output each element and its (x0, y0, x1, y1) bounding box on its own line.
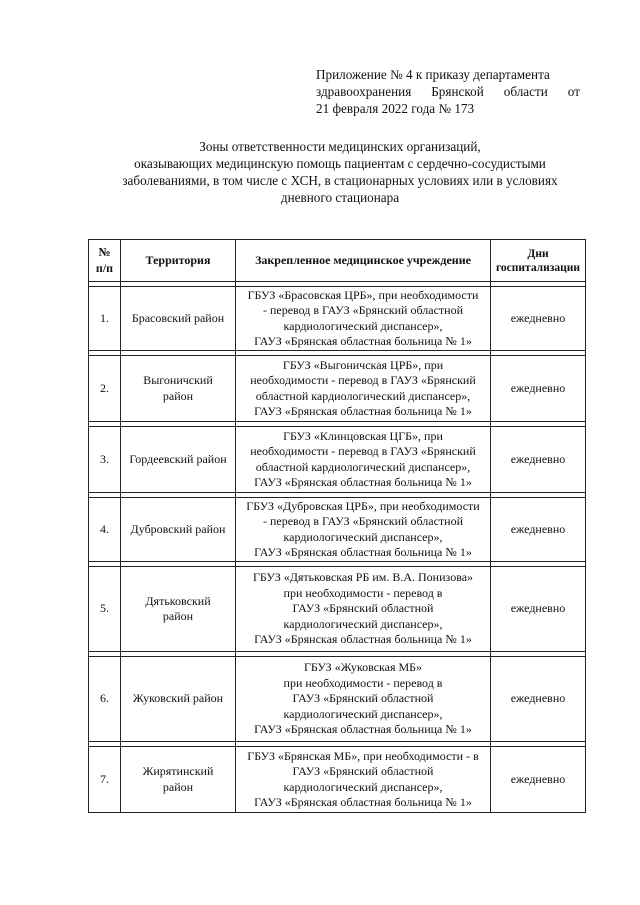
institution-line: кардиологический диспансер», (283, 779, 443, 794)
table-row (89, 287, 586, 351)
territory-line: Жирятинский (142, 764, 214, 778)
territory-line: Гордеевский район (129, 451, 227, 466)
row-number: 5. (89, 567, 121, 652)
header-days (491, 240, 586, 282)
appendix-line-2: здравоохранения Брянской области от (316, 84, 580, 99)
table-row (89, 356, 586, 422)
row-institution (236, 567, 491, 652)
institution-line: - перевод в ГАУЗ «Брянский областной (262, 514, 464, 528)
institution-line: ГАУЗ «Брянский областной (292, 764, 434, 778)
table-row (89, 747, 586, 813)
row-number: 1. (89, 287, 121, 351)
institution-line: ГАУЗ «Брянская областная больница № 1» (254, 722, 472, 737)
row-days: ежедневно (491, 747, 586, 813)
institution-line: кардиологический диспансер», (283, 706, 443, 721)
institution-line: ГАУЗ «Брянская областная больница № 1» (254, 795, 472, 809)
row-institution (236, 356, 491, 422)
row-territory (121, 498, 236, 562)
row-number: 2. (89, 356, 121, 422)
institution-line: ГБУЗ «Жуковская МБ» (303, 660, 423, 675)
row-institution (236, 498, 491, 562)
territory-line: Дятьковский (145, 593, 211, 608)
header-days-line-1: Дни (527, 247, 549, 260)
title-line-1: Зоны ответственности медицинских организаций, (199, 139, 481, 154)
row-days: ежедневно (491, 657, 586, 742)
row-number: 4. (89, 498, 121, 562)
institution-line: кардиологический диспансер», (283, 318, 443, 333)
header-territory: Территория (121, 240, 236, 282)
institution-line: ГБУЗ «Брянская МБ», при необходимости - в (247, 748, 479, 763)
header-days-line-2: госпитализации (495, 261, 580, 274)
row-territory (121, 427, 236, 493)
row-days: ежедневно (491, 498, 586, 562)
document-title (100, 138, 580, 206)
territory-line: район (162, 779, 194, 794)
row-days: ежедневно (491, 356, 586, 422)
header-institution: Закрепленное медицинское учреждение (236, 240, 491, 282)
institution-line: ГАУЗ «Брянский областной (292, 601, 434, 616)
responsibility-zones-table (88, 239, 586, 813)
row-institution (236, 657, 491, 742)
territory-line: район (162, 388, 194, 403)
table-row (89, 498, 586, 562)
institution-line: ГАУЗ «Брянская областная больница № 1» (254, 404, 472, 418)
institution-line: кардиологический диспансер», (283, 529, 443, 544)
row-number: 3. (89, 427, 121, 493)
territory-line: Жуковский район (132, 691, 224, 706)
institution-line: ГБУЗ «Выгоничская ЦРБ», при (282, 357, 444, 372)
territory-line: Брасовский район (131, 310, 225, 325)
institution-line: ГАУЗ «Брянская областная больница № 1» (254, 334, 472, 348)
row-days: ежедневно (491, 567, 586, 652)
institution-line: ГАУЗ «Брянский областной (292, 691, 434, 706)
institution-line: при необходимости - перевод в (283, 585, 443, 600)
row-days: ежедневно (491, 427, 586, 493)
institution-line: ГАУЗ «Брянская областная больница № 1» (254, 475, 472, 489)
header-number-line-2: п/п (95, 260, 114, 275)
institution-line: необходимости - перевод в ГАУЗ «Брянский (250, 444, 476, 458)
header-number (89, 240, 121, 282)
institution-line: кардиологический диспансер», (283, 616, 443, 631)
row-territory (121, 657, 236, 742)
institution-line: необходимости - перевод в ГАУЗ «Брянский (250, 373, 476, 387)
institution-line: ГБУЗ «Клинцовская ЦГБ», при (283, 428, 443, 443)
territory-line: район (162, 609, 194, 623)
row-number: 6. (89, 657, 121, 742)
institution-line: ГБУЗ «Брасовская ЦРБ», при необходимости (247, 287, 479, 302)
appendix-line-3: 21 февраля 2022 года № 173 (316, 101, 475, 116)
row-territory (121, 567, 236, 652)
appendix-note (316, 66, 580, 117)
institution-line: ГБУЗ «Дубровская ЦРБ», при необходимости (246, 498, 480, 513)
header-number-line-1: № (98, 245, 111, 259)
row-institution (236, 427, 491, 493)
territory-line: Выгоничский (143, 373, 213, 387)
table-row (89, 427, 586, 493)
row-institution (236, 747, 491, 813)
row-institution (236, 287, 491, 351)
table-row (89, 657, 586, 742)
institution-line: областной кардиологический диспансер», (255, 459, 471, 474)
table-header-row (89, 240, 586, 282)
territory-line: Дубровский район (130, 521, 226, 536)
institution-line: ГАУЗ «Брянская областная больница № 1» (254, 632, 472, 647)
institution-line: областной кардиологический диспансер», (255, 388, 471, 403)
table-row (89, 567, 586, 652)
row-territory (121, 287, 236, 351)
institution-line: при необходимости - перевод в (283, 675, 443, 690)
row-territory (121, 747, 236, 813)
institution-line: ГБУЗ «Дятьковская РБ им. В.А. Понизова» (252, 570, 474, 585)
row-number: 7. (89, 747, 121, 813)
table-body (89, 282, 586, 813)
title-line-4: дневного стационара (280, 190, 400, 205)
institution-line: ГАУЗ «Брянская областная больница № 1» (254, 545, 472, 559)
appendix-line-1: Приложение № 4 к приказу департамента (316, 67, 550, 82)
row-days: ежедневно (491, 287, 586, 351)
title-line-3: заболеваниями, в том числе с ХСН, в стационарных условиях или в условиях (122, 173, 558, 188)
row-territory (121, 356, 236, 422)
title-line-2: оказывающих медицинскую помощь пациентам с сердечно-сосудистыми (134, 156, 546, 171)
institution-line: - перевод в ГАУЗ «Брянский областной (262, 303, 464, 317)
